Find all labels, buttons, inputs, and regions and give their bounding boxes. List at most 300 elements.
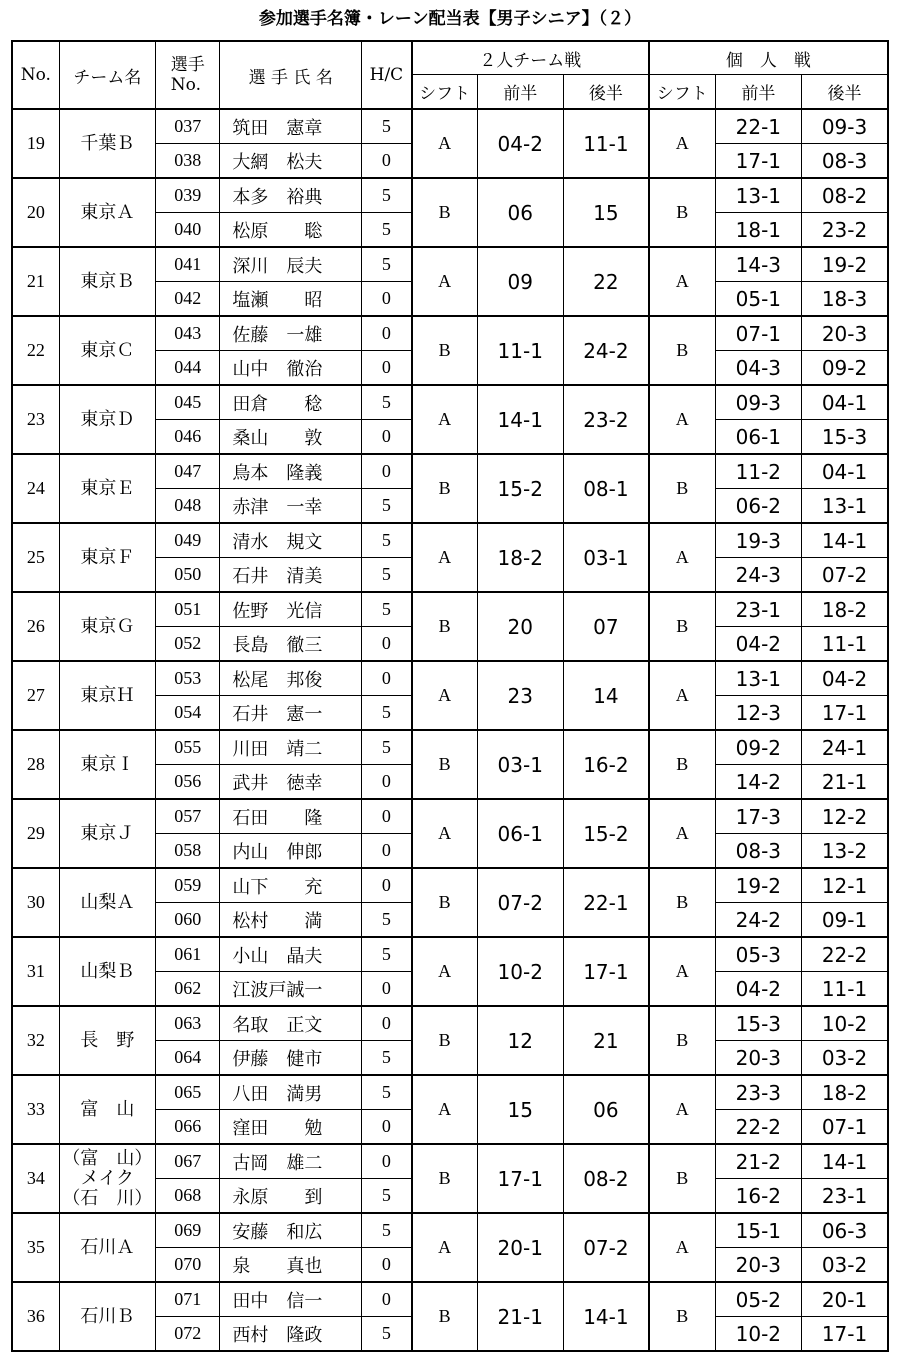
handicap: 5 xyxy=(362,1179,412,1214)
individual-second-half-lane: 09-1 xyxy=(802,903,888,938)
table-row xyxy=(12,454,888,489)
header-team-game: ２人チーム戦 xyxy=(412,41,649,75)
individual-second-half-lane: 09-2 xyxy=(802,351,888,386)
individual-first-half-lane: 13-1 xyxy=(715,661,801,696)
handicap: 0 xyxy=(362,1006,412,1041)
team-game-shift: A xyxy=(412,661,477,730)
individual-second-half-lane: 12-1 xyxy=(802,868,888,903)
individual-first-half-lane: 04-3 xyxy=(715,351,801,386)
header-team-first-half: 前半 xyxy=(477,75,563,110)
player-number: 069 xyxy=(156,1213,220,1248)
header-player-name: 選 手 氏 名 xyxy=(220,41,362,109)
team-game-shift: B xyxy=(412,178,477,247)
player-name: 武井 徳幸 xyxy=(220,765,362,800)
player-name: 桑山 敦 xyxy=(220,420,362,455)
player-name: 石田 隆 xyxy=(220,799,362,834)
individual-second-half-lane: 23-1 xyxy=(802,1179,888,1214)
team-game-first-half-lane: 09 xyxy=(477,247,563,316)
individual-first-half-lane: 08-3 xyxy=(715,834,801,869)
team-game-second-half-lane: 11-1 xyxy=(563,109,648,178)
team-number: 33 xyxy=(12,1075,59,1144)
team-game-second-half-lane: 24-2 xyxy=(563,316,648,385)
team-game-shift: A xyxy=(412,1213,477,1282)
player-number: 072 xyxy=(156,1317,220,1352)
table-row xyxy=(12,799,888,834)
individual-first-half-lane: 05-1 xyxy=(715,282,801,317)
individual-first-half-lane: 04-2 xyxy=(715,972,801,1007)
individual-shift: A xyxy=(649,1213,715,1282)
player-number: 038 xyxy=(156,144,220,179)
player-name: 安藤 和広 xyxy=(220,1213,362,1248)
handicap: 0 xyxy=(362,834,412,869)
handicap: 5 xyxy=(362,1041,412,1076)
team-game-second-half-lane: 07-2 xyxy=(563,1213,648,1282)
individual-first-half-lane: 24-2 xyxy=(715,903,801,938)
individual-first-half-lane: 17-3 xyxy=(715,799,801,834)
individual-first-half-lane: 11-2 xyxy=(715,454,801,489)
team-game-first-half-lane: 18-2 xyxy=(477,523,563,592)
header-team-shift: シフト xyxy=(412,75,477,110)
individual-second-half-lane: 18-2 xyxy=(802,1075,888,1110)
team-number: 24 xyxy=(12,454,59,523)
handicap: 0 xyxy=(362,799,412,834)
player-name: 深川 辰夫 xyxy=(220,247,362,282)
team-name: 東京Ｇ xyxy=(59,592,155,661)
team-name: 山梨Ａ xyxy=(59,868,155,937)
team-number: 35 xyxy=(12,1213,59,1282)
team-game-second-half-lane: 21 xyxy=(563,1006,648,1075)
individual-second-half-lane: 17-1 xyxy=(802,1317,888,1352)
player-number: 070 xyxy=(156,1248,220,1283)
header-team: チーム名 xyxy=(59,41,155,109)
individual-shift: B xyxy=(649,316,715,385)
player-number: 058 xyxy=(156,834,220,869)
player-name: 伊藤 健市 xyxy=(220,1041,362,1076)
individual-second-half-lane: 13-2 xyxy=(802,834,888,869)
player-number: 065 xyxy=(156,1075,220,1110)
header-hc: H/C xyxy=(362,41,412,109)
player-name: 田倉 稔 xyxy=(220,385,362,420)
handicap: 0 xyxy=(362,1248,412,1283)
player-number: 055 xyxy=(156,730,220,765)
player-number: 062 xyxy=(156,972,220,1007)
individual-second-half-lane: 08-2 xyxy=(802,178,888,213)
team-game-second-half-lane: 15 xyxy=(563,178,648,247)
handicap: 5 xyxy=(362,937,412,972)
header-ind-shift: シフト xyxy=(649,75,715,110)
individual-second-half-lane: 11-1 xyxy=(802,972,888,1007)
team-name: 東京Ｂ xyxy=(59,247,155,316)
team-game-shift: A xyxy=(412,109,477,178)
table-row xyxy=(12,1213,888,1248)
player-number: 039 xyxy=(156,178,220,213)
team-game-second-half-lane: 03-1 xyxy=(563,523,648,592)
team-name: 東京Ｅ xyxy=(59,454,155,523)
player-number: 043 xyxy=(156,316,220,351)
player-number: 059 xyxy=(156,868,220,903)
team-number: 22 xyxy=(12,316,59,385)
individual-shift: A xyxy=(649,1075,715,1144)
table-row xyxy=(12,937,888,972)
team-name: 長 野 xyxy=(59,1006,155,1075)
team-game-first-half-lane: 14-1 xyxy=(477,385,563,454)
handicap: 0 xyxy=(362,972,412,1007)
individual-shift: A xyxy=(649,523,715,592)
header-no: No. xyxy=(12,41,59,109)
player-number: 061 xyxy=(156,937,220,972)
team-game-first-half-lane: 04-2 xyxy=(477,109,563,178)
table-row xyxy=(12,730,888,765)
player-name: 永原 到 xyxy=(220,1179,362,1214)
individual-first-half-lane: 13-1 xyxy=(715,178,801,213)
individual-first-half-lane: 16-2 xyxy=(715,1179,801,1214)
handicap: 0 xyxy=(362,1282,412,1317)
team-game-first-half-lane: 17-1 xyxy=(477,1144,563,1213)
individual-second-half-lane: 07-1 xyxy=(802,1110,888,1145)
player-number: 044 xyxy=(156,351,220,386)
player-name: 赤津 一幸 xyxy=(220,489,362,524)
individual-first-half-lane: 23-1 xyxy=(715,592,801,627)
team-name: 東京Ｉ xyxy=(59,730,155,799)
team-name: 石川Ｂ xyxy=(59,1282,155,1351)
player-name: 小山 晶夫 xyxy=(220,937,362,972)
team-game-second-half-lane: 08-1 xyxy=(563,454,648,523)
team-name: （富 山） メイク （石 川） xyxy=(59,1144,155,1213)
handicap: 0 xyxy=(362,765,412,800)
team-name: 東京Ｈ xyxy=(59,661,155,730)
handicap: 5 xyxy=(362,385,412,420)
team-game-shift: B xyxy=(412,316,477,385)
individual-second-half-lane: 08-3 xyxy=(802,144,888,179)
team-game-second-half-lane: 14 xyxy=(563,661,648,730)
handicap: 0 xyxy=(362,144,412,179)
handicap: 0 xyxy=(362,454,412,489)
handicap: 0 xyxy=(362,868,412,903)
individual-second-half-lane: 17-1 xyxy=(802,696,888,731)
team-game-shift: B xyxy=(412,454,477,523)
team-game-first-half-lane: 20 xyxy=(477,592,563,661)
individual-second-half-lane: 03-2 xyxy=(802,1248,888,1283)
individual-shift: B xyxy=(649,1144,715,1213)
player-number: 064 xyxy=(156,1041,220,1076)
handicap: 0 xyxy=(362,420,412,455)
team-number: 36 xyxy=(12,1282,59,1351)
header-ind-first-half: 前半 xyxy=(715,75,801,110)
individual-first-half-lane: 07-1 xyxy=(715,316,801,351)
team-game-second-half-lane: 22-1 xyxy=(563,868,648,937)
team-name: 千葉Ｂ xyxy=(59,109,155,178)
handicap: 5 xyxy=(362,730,412,765)
individual-shift: B xyxy=(649,178,715,247)
individual-first-half-lane: 23-3 xyxy=(715,1075,801,1110)
individual-second-half-lane: 21-1 xyxy=(802,765,888,800)
player-name: 筑田 憲章 xyxy=(220,109,362,144)
player-name: 松尾 邦俊 xyxy=(220,661,362,696)
player-name: 西村 隆政 xyxy=(220,1317,362,1352)
table-row xyxy=(12,592,888,627)
player-name: 塩瀬 昭 xyxy=(220,282,362,317)
table-row xyxy=(12,1282,888,1317)
player-number: 041 xyxy=(156,247,220,282)
player-number: 071 xyxy=(156,1282,220,1317)
player-name: 清水 規文 xyxy=(220,523,362,558)
table-row xyxy=(12,178,888,213)
individual-second-half-lane: 22-2 xyxy=(802,937,888,972)
individual-first-half-lane: 06-2 xyxy=(715,489,801,524)
handicap: 0 xyxy=(362,1110,412,1145)
team-game-first-half-lane: 10-2 xyxy=(477,937,563,1006)
individual-first-half-lane: 09-2 xyxy=(715,730,801,765)
team-number: 20 xyxy=(12,178,59,247)
handicap: 5 xyxy=(362,903,412,938)
table-row xyxy=(12,1144,888,1179)
individual-second-half-lane: 13-1 xyxy=(802,489,888,524)
player-name: 名取 正文 xyxy=(220,1006,362,1041)
table-row xyxy=(12,247,888,282)
player-number: 063 xyxy=(156,1006,220,1041)
team-name: 東京Ｆ xyxy=(59,523,155,592)
team-game-shift: B xyxy=(412,1144,477,1213)
team-name: 山梨Ｂ xyxy=(59,937,155,1006)
team-game-shift: A xyxy=(412,799,477,868)
player-number: 056 xyxy=(156,765,220,800)
individual-second-half-lane: 11-1 xyxy=(802,627,888,662)
individual-first-half-lane: 18-1 xyxy=(715,213,801,248)
player-name: 本多 裕典 xyxy=(220,178,362,213)
player-number: 067 xyxy=(156,1144,220,1179)
individual-first-half-lane: 04-2 xyxy=(715,627,801,662)
roster-body xyxy=(12,109,888,1351)
player-name: 鳥本 隆義 xyxy=(220,454,362,489)
team-name: 東京Ｄ xyxy=(59,385,155,454)
individual-shift: A xyxy=(649,661,715,730)
team-game-shift: A xyxy=(412,523,477,592)
team-number: 31 xyxy=(12,937,59,1006)
individual-second-half-lane: 18-2 xyxy=(802,592,888,627)
header-player-no-label: 選手 No. xyxy=(170,55,205,95)
team-game-shift: B xyxy=(412,1006,477,1075)
handicap: 5 xyxy=(362,1075,412,1110)
table-row xyxy=(12,523,888,558)
team-game-second-half-lane: 17-1 xyxy=(563,937,648,1006)
page-title: 参加選手名簿・レーン配当表【男子シニア】（２） xyxy=(258,9,642,29)
table-row xyxy=(12,868,888,903)
individual-second-half-lane: 04-1 xyxy=(802,385,888,420)
individual-first-half-lane: 05-3 xyxy=(715,937,801,972)
individual-second-half-lane: 14-1 xyxy=(802,1144,888,1179)
player-number: 042 xyxy=(156,282,220,317)
team-name: 東京Ｃ xyxy=(59,316,155,385)
individual-first-half-lane: 14-2 xyxy=(715,765,801,800)
team-game-first-half-lane: 23 xyxy=(477,661,563,730)
team-number: 19 xyxy=(12,109,59,178)
individual-shift: A xyxy=(649,109,715,178)
team-game-second-half-lane: 22 xyxy=(563,247,648,316)
team-number: 27 xyxy=(12,661,59,730)
individual-first-half-lane: 15-1 xyxy=(715,1213,801,1248)
player-number: 046 xyxy=(156,420,220,455)
individual-shift: A xyxy=(649,937,715,1006)
player-number: 068 xyxy=(156,1179,220,1214)
table-row xyxy=(12,661,888,696)
table-row xyxy=(12,1075,888,1110)
handicap: 5 xyxy=(362,178,412,213)
player-number: 051 xyxy=(156,592,220,627)
handicap: 5 xyxy=(362,558,412,593)
individual-second-half-lane: 07-2 xyxy=(802,558,888,593)
player-name: 八田 満男 xyxy=(220,1075,362,1110)
individual-first-half-lane: 22-1 xyxy=(715,109,801,144)
player-number: 066 xyxy=(156,1110,220,1145)
team-number: 21 xyxy=(12,247,59,316)
team-number: 28 xyxy=(12,730,59,799)
handicap: 0 xyxy=(362,316,412,351)
player-name: 山中 徹治 xyxy=(220,351,362,386)
player-number: 047 xyxy=(156,454,220,489)
player-number: 049 xyxy=(156,523,220,558)
player-name: 川田 靖二 xyxy=(220,730,362,765)
player-number: 045 xyxy=(156,385,220,420)
team-name: 富 山 xyxy=(59,1075,155,1144)
player-number: 054 xyxy=(156,696,220,731)
individual-first-half-lane: 05-2 xyxy=(715,1282,801,1317)
individual-shift: A xyxy=(649,247,715,316)
player-name: 窪田 勉 xyxy=(220,1110,362,1145)
individual-first-half-lane: 15-3 xyxy=(715,1006,801,1041)
handicap: 5 xyxy=(362,109,412,144)
individual-first-half-lane: 19-3 xyxy=(715,523,801,558)
player-name: 内山 伸郎 xyxy=(220,834,362,869)
team-number: 26 xyxy=(12,592,59,661)
player-name: 古岡 雄二 xyxy=(220,1144,362,1179)
player-name: 松村 満 xyxy=(220,903,362,938)
player-name: 松原 聡 xyxy=(220,213,362,248)
individual-second-half-lane: 23-2 xyxy=(802,213,888,248)
team-name: 石川Ａ xyxy=(59,1213,155,1282)
player-number: 057 xyxy=(156,799,220,834)
team-game-shift: A xyxy=(412,937,477,1006)
table-row xyxy=(12,1006,888,1041)
individual-first-half-lane: 20-3 xyxy=(715,1041,801,1076)
handicap: 5 xyxy=(362,247,412,282)
header-individual: 個 人 戦 xyxy=(649,41,888,75)
team-number: 32 xyxy=(12,1006,59,1075)
player-name: 佐藤 一雄 xyxy=(220,316,362,351)
individual-second-half-lane: 19-2 xyxy=(802,247,888,282)
team-game-shift: B xyxy=(412,730,477,799)
team-game-second-half-lane: 07 xyxy=(563,592,648,661)
team-game-first-half-lane: 15 xyxy=(477,1075,563,1144)
individual-first-half-lane: 17-1 xyxy=(715,144,801,179)
team-game-shift: A xyxy=(412,385,477,454)
player-number: 053 xyxy=(156,661,220,696)
individual-first-half-lane: 10-2 xyxy=(715,1317,801,1352)
individual-shift: A xyxy=(649,799,715,868)
team-game-first-half-lane: 11-1 xyxy=(477,316,563,385)
header-ind-second-half: 後半 xyxy=(802,75,888,110)
individual-shift: B xyxy=(649,454,715,523)
player-name: 石井 憲一 xyxy=(220,696,362,731)
handicap: 5 xyxy=(362,213,412,248)
handicap: 0 xyxy=(362,661,412,696)
handicap: 5 xyxy=(362,1213,412,1248)
team-game-shift: A xyxy=(412,1075,477,1144)
player-number: 050 xyxy=(156,558,220,593)
individual-second-half-lane: 03-2 xyxy=(802,1041,888,1076)
individual-second-half-lane: 12-2 xyxy=(802,799,888,834)
player-number: 037 xyxy=(156,109,220,144)
individual-second-half-lane: 24-1 xyxy=(802,730,888,765)
individual-first-half-lane: 22-2 xyxy=(715,1110,801,1145)
handicap: 0 xyxy=(362,282,412,317)
team-name: 東京Ｊ xyxy=(59,799,155,868)
team-name: 東京Ａ xyxy=(59,178,155,247)
team-number: 30 xyxy=(12,868,59,937)
individual-second-half-lane: 06-3 xyxy=(802,1213,888,1248)
header-player-no xyxy=(156,41,220,109)
player-name: 大網 松夫 xyxy=(220,144,362,179)
team-game-first-half-lane: 03-1 xyxy=(477,730,563,799)
team-number: 25 xyxy=(12,523,59,592)
handicap: 5 xyxy=(362,1317,412,1352)
individual-second-half-lane: 18-3 xyxy=(802,282,888,317)
handicap: 5 xyxy=(362,523,412,558)
team-game-shift: B xyxy=(412,1282,477,1351)
team-number: 34 xyxy=(12,1144,59,1213)
player-name: 山下 充 xyxy=(220,868,362,903)
team-game-first-half-lane: 15-2 xyxy=(477,454,563,523)
table-row xyxy=(12,109,888,144)
team-game-shift: B xyxy=(412,868,477,937)
individual-second-half-lane: 09-3 xyxy=(802,109,888,144)
individual-second-half-lane: 20-1 xyxy=(802,1282,888,1317)
table-row xyxy=(12,385,888,420)
team-number: 29 xyxy=(12,799,59,868)
team-game-first-half-lane: 07-2 xyxy=(477,868,563,937)
team-game-shift: A xyxy=(412,247,477,316)
individual-shift: B xyxy=(649,1282,715,1351)
individual-shift: B xyxy=(649,1006,715,1075)
individual-first-half-lane: 06-1 xyxy=(715,420,801,455)
individual-first-half-lane: 12-3 xyxy=(715,696,801,731)
individual-shift: B xyxy=(649,730,715,799)
player-number: 052 xyxy=(156,627,220,662)
player-number: 048 xyxy=(156,489,220,524)
team-game-first-half-lane: 20-1 xyxy=(477,1213,563,1282)
individual-second-half-lane: 14-1 xyxy=(802,523,888,558)
individual-first-half-lane: 09-3 xyxy=(715,385,801,420)
individual-first-half-lane: 24-3 xyxy=(715,558,801,593)
individual-second-half-lane: 04-2 xyxy=(802,661,888,696)
team-game-second-half-lane: 16-2 xyxy=(563,730,648,799)
team-game-shift: B xyxy=(412,592,477,661)
roster-table xyxy=(11,40,889,1352)
individual-first-half-lane: 19-2 xyxy=(715,868,801,903)
individual-shift: A xyxy=(649,385,715,454)
player-name: 江波戸誠一 xyxy=(220,972,362,1007)
team-game-first-half-lane: 21-1 xyxy=(477,1282,563,1351)
individual-first-half-lane: 14-3 xyxy=(715,247,801,282)
player-number: 040 xyxy=(156,213,220,248)
individual-first-half-lane: 21-2 xyxy=(715,1144,801,1179)
handicap: 0 xyxy=(362,351,412,386)
team-game-second-half-lane: 23-2 xyxy=(563,385,648,454)
handicap: 5 xyxy=(362,696,412,731)
individual-second-half-lane: 10-2 xyxy=(802,1006,888,1041)
header-team-second-half: 後半 xyxy=(563,75,648,110)
team-game-second-half-lane: 08-2 xyxy=(563,1144,648,1213)
player-name: 石井 清美 xyxy=(220,558,362,593)
